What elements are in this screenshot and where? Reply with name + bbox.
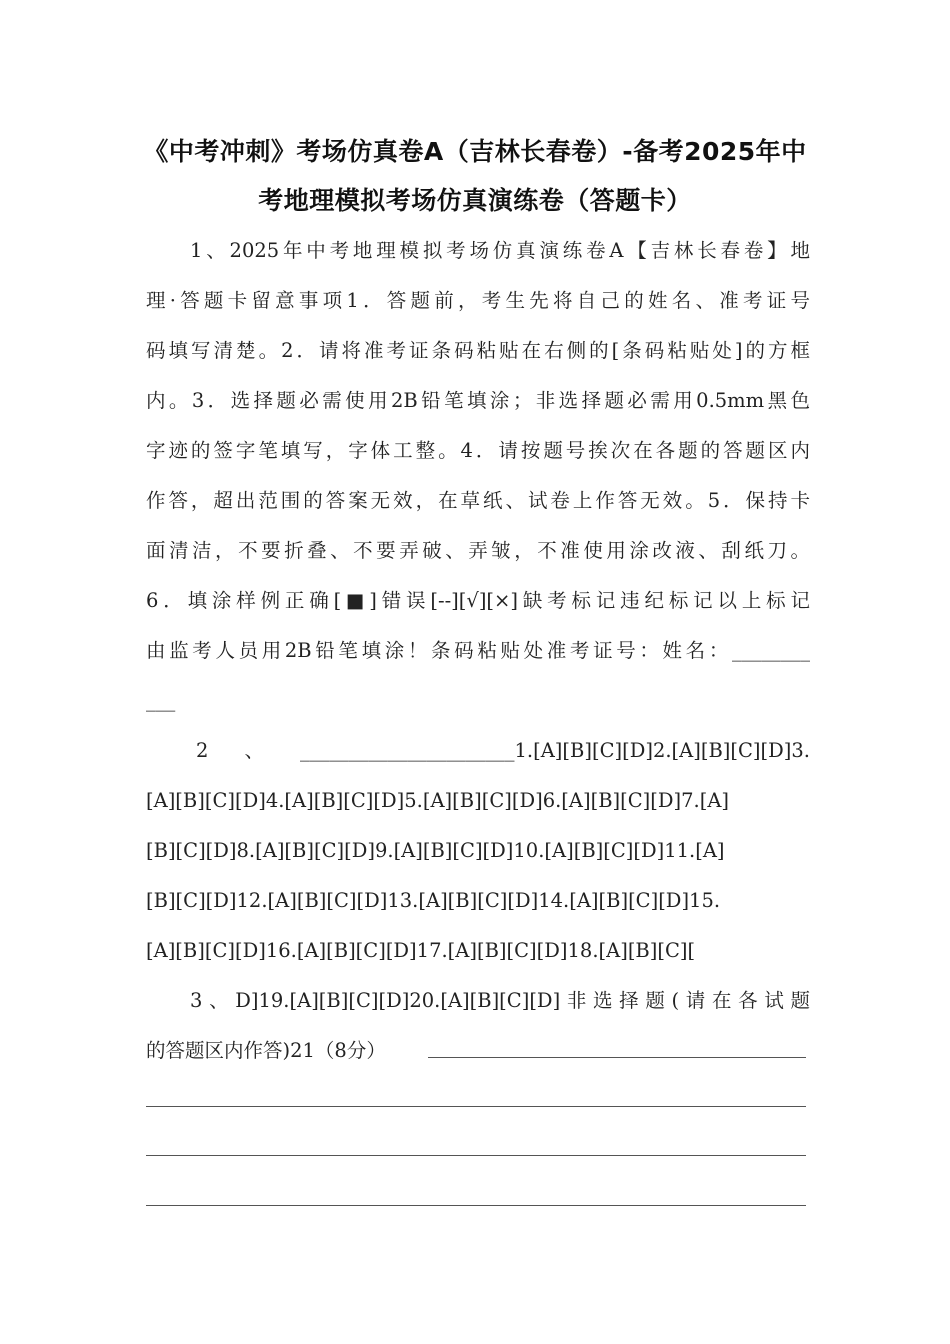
paragraph-line: 内。3．选择题必需使用2B铅笔填涂；非选择题必需用0.5mm黑色: [146, 389, 810, 412]
paragraph-line: 码填写清楚。2．请将准考证条码粘贴在右侧的[条码粘贴处]的方框: [146, 339, 810, 362]
paragraph-line: 作答，超出范围的答案无效，在草纸、试卷上作答无效。5．保持卡: [146, 489, 810, 512]
paragraph-line: 字迹的签字笔填写，字体工整。4．请按题号挨次在各题的答题区内: [146, 439, 810, 462]
choice-line: [A][B][C][D]4.[A][B][C][D]5.[A][B][C][D]6.[A][B][C][D]7.[A]: [146, 789, 730, 812]
choice-line: [B][C][D]8.[A][B][C][D]9.[A][B][C][D]10.[A][B][C][D]11.[A]: [146, 839, 725, 862]
choice-line: [A][B][C][D]16.[A][B][C][D]17.[A][B][C][D]18.[A][B][C][: [146, 939, 696, 962]
question-21-label: 的答题区内作答)21（8分）: [146, 1039, 386, 1062]
choice-line: 3、D]19.[A][B][C][D]20.[A][B][C][D]非选择题(请在各试题: [190, 989, 810, 1012]
page-title-line-2: 考地理模拟考场仿真演练卷（答题卡）: [258, 186, 692, 215]
name-blank-continuation: ___: [146, 689, 176, 712]
choice-line: 2、______________________1.[A][B][C][D]2.[A][B][C][D]3.: [196, 739, 810, 762]
choice-line: [B][C][D]12.[A][B][C][D]13.[A][B][C][D]14.[A][B][C][D]15.: [146, 889, 721, 912]
paragraph-line: 1、2025年中考地理模拟考场仿真演练卷A【吉林长春卷】地: [190, 239, 810, 262]
paragraph-line: 理·答题卡留意事项1．答题前，考生先将自己的姓名、准考证号: [146, 289, 810, 312]
answer-line: [146, 1155, 806, 1156]
answer-line: [428, 1057, 806, 1058]
paragraph-line: 面清洁，不要折叠、不要弄破、弄皱，不准使用涂改液、刮纸刀。: [146, 539, 810, 562]
paragraph-line: 由监考人员用2B铅笔填涂！条码粘贴处准考证号：姓名：________: [146, 639, 810, 662]
answer-line: [146, 1106, 806, 1107]
paragraph-line: 6．填涂样例正确[■]错误[--][√][×]缺考标记违纪标记以上标记: [146, 589, 810, 612]
page-title-line-1: 《中考冲刺》考场仿真卷A（吉林长春卷）-备考2025年中: [143, 137, 807, 166]
answer-line: [146, 1205, 806, 1206]
